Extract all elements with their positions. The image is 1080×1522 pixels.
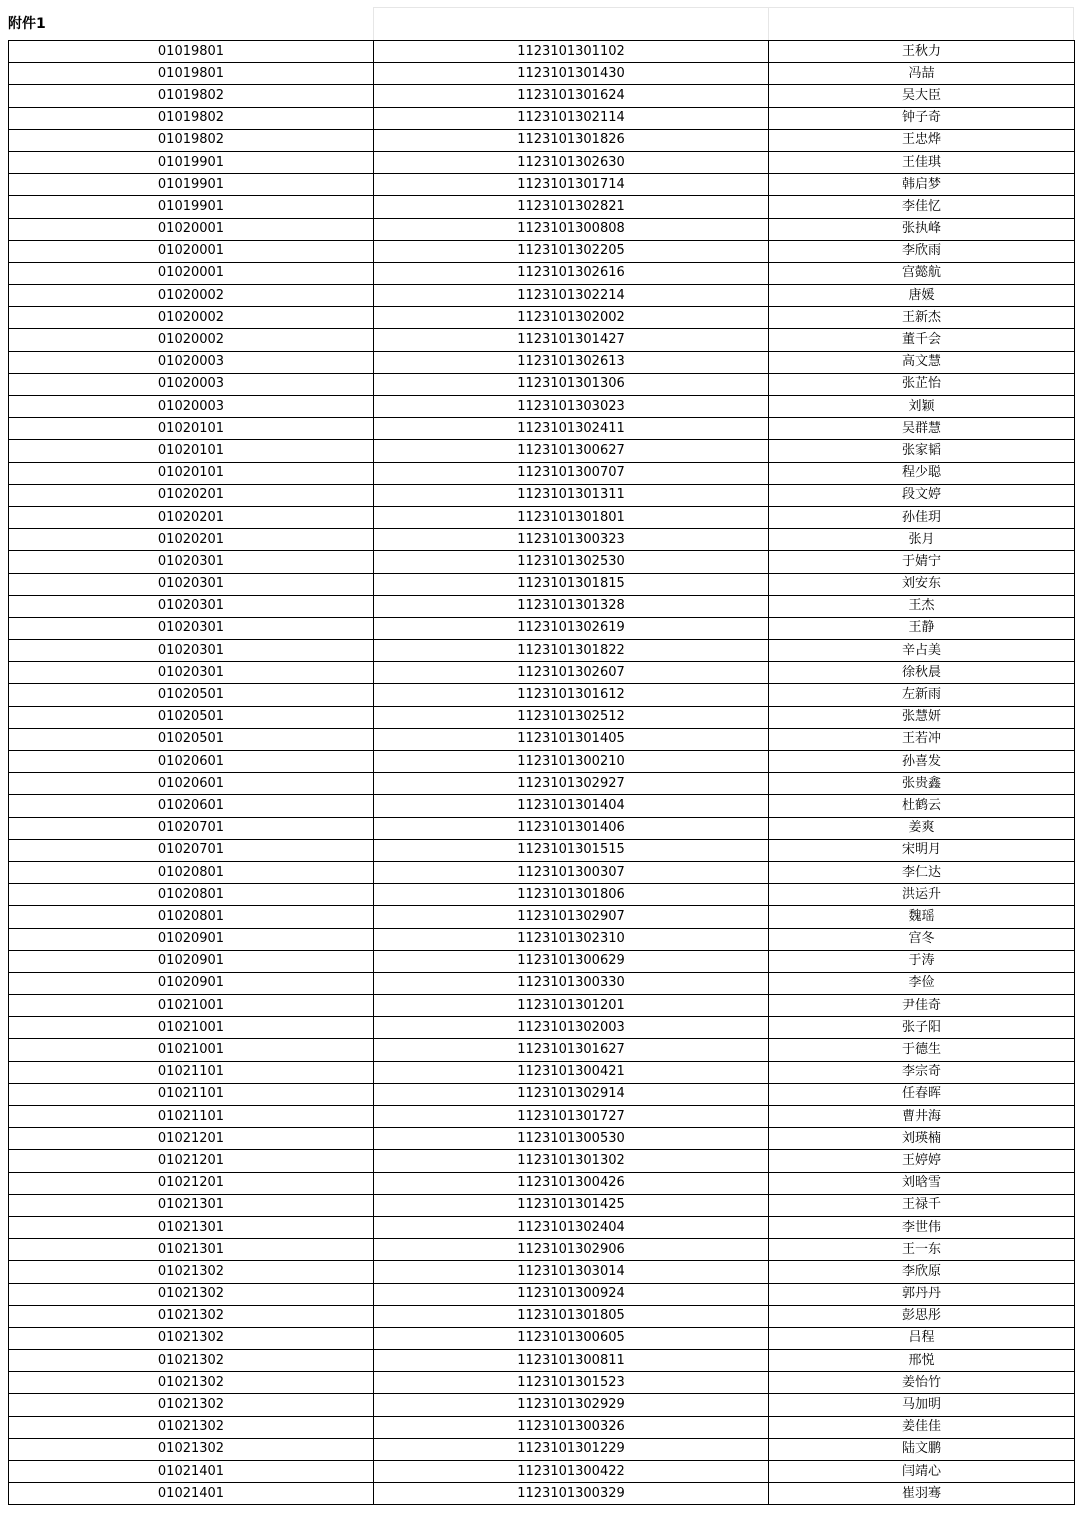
candidate-name-cell: 孙佳玥 — [769, 506, 1075, 528]
table-row — [9, 262, 1075, 284]
candidate-name-cell: 吴群慧 — [769, 418, 1075, 440]
position-code-cell: 01020701 — [9, 817, 374, 839]
exam-number-cell: 1123101302114 — [374, 107, 769, 129]
exam-number-cell: 1123101302906 — [374, 1239, 769, 1261]
exam-number-cell: 1123101301815 — [374, 573, 769, 595]
position-code-cell: 01019801 — [9, 63, 374, 85]
table-row — [9, 218, 1075, 240]
candidate-name-cell: 刘瑛楠 — [769, 1128, 1075, 1150]
position-code-cell: 01020301 — [9, 573, 374, 595]
table-row — [9, 1083, 1075, 1105]
exam-number-cell: 1123101302613 — [374, 351, 769, 373]
position-code-cell: 01020001 — [9, 240, 374, 262]
position-code-cell: 01021302 — [9, 1305, 374, 1327]
position-code-cell: 01020801 — [9, 861, 374, 883]
position-code-cell: 01020601 — [9, 751, 374, 773]
position-code-cell: 01020301 — [9, 662, 374, 684]
position-code-cell: 01019901 — [9, 196, 374, 218]
candidate-name-cell: 段文婷 — [769, 484, 1075, 506]
exam-number-cell: 1123101301430 — [374, 63, 769, 85]
candidate-name-cell: 王新杰 — [769, 307, 1075, 329]
exam-number-cell: 1123101301624 — [374, 85, 769, 107]
table-row — [9, 1106, 1075, 1128]
table-row — [9, 1438, 1075, 1460]
exam-number-cell: 1123101300307 — [374, 861, 769, 883]
candidate-name-cell: 辛占美 — [769, 640, 1075, 662]
exam-number-cell: 1123101300326 — [374, 1416, 769, 1438]
table-row — [9, 617, 1075, 639]
table-row — [9, 795, 1075, 817]
candidate-name-cell: 于涛 — [769, 950, 1075, 972]
position-code-cell: 01019802 — [9, 129, 374, 151]
table-row — [9, 351, 1075, 373]
candidate-name-cell: 张慧妍 — [769, 706, 1075, 728]
exam-number-cell: 1123101300627 — [374, 440, 769, 462]
candidate-name-cell: 李仁达 — [769, 861, 1075, 883]
position-code-cell: 01020201 — [9, 529, 374, 551]
position-code-cell: 01020201 — [9, 484, 374, 506]
position-code-cell: 01019901 — [9, 174, 374, 196]
candidate-name-cell: 王一东 — [769, 1239, 1075, 1261]
candidate-name-cell: 杜鹤云 — [769, 795, 1075, 817]
table-row — [9, 418, 1075, 440]
candidate-name-cell: 刘安东 — [769, 573, 1075, 595]
table-row — [9, 63, 1075, 85]
table-row — [9, 884, 1075, 906]
table-row — [9, 1239, 1075, 1261]
table-row — [9, 1128, 1075, 1150]
table-row — [9, 551, 1075, 573]
exam-number-cell: 1123101301801 — [374, 506, 769, 528]
candidate-name-cell: 李欣雨 — [769, 240, 1075, 262]
exam-number-cell: 1123101301627 — [374, 1039, 769, 1061]
candidate-name-cell: 王忠烨 — [769, 129, 1075, 151]
table-row — [9, 906, 1075, 928]
exam-number-cell: 1123101301425 — [374, 1194, 769, 1216]
grid-line — [1073, 7, 1074, 40]
table-row — [9, 595, 1075, 617]
candidate-name-cell: 王秋力 — [769, 41, 1075, 63]
table-row — [9, 529, 1075, 551]
exam-number-cell: 1123101303014 — [374, 1261, 769, 1283]
position-code-cell: 01020801 — [9, 906, 374, 928]
grid-line — [373, 7, 1074, 8]
exam-number-cell: 1123101302002 — [374, 307, 769, 329]
exam-number-cell: 1123101302607 — [374, 662, 769, 684]
table-row — [9, 1283, 1075, 1305]
exam-number-cell: 1123101301727 — [374, 1106, 769, 1128]
exam-number-cell: 1123101301404 — [374, 795, 769, 817]
candidate-name-cell: 韩启梦 — [769, 174, 1075, 196]
exam-number-cell: 1123101301714 — [374, 174, 769, 196]
candidate-name-cell: 张执峰 — [769, 218, 1075, 240]
exam-number-cell: 1123101302310 — [374, 928, 769, 950]
candidate-name-cell: 孙喜发 — [769, 751, 1075, 773]
candidate-name-cell: 唐媛 — [769, 285, 1075, 307]
candidate-name-cell: 李世伟 — [769, 1216, 1075, 1238]
exam-number-cell: 1123101300330 — [374, 972, 769, 994]
exam-number-cell: 1123101301523 — [374, 1372, 769, 1394]
table-row — [9, 1483, 1075, 1505]
position-code-cell: 01020002 — [9, 285, 374, 307]
title-row — [8, 7, 1074, 40]
candidate-name-cell: 彭思彤 — [769, 1305, 1075, 1327]
candidate-name-cell: 吕程 — [769, 1327, 1075, 1349]
candidate-name-cell: 王若冲 — [769, 728, 1075, 750]
table-row — [9, 1017, 1075, 1039]
exam-number-cell: 1123101302214 — [374, 285, 769, 307]
position-code-cell: 01021101 — [9, 1106, 374, 1128]
position-code-cell: 01020002 — [9, 307, 374, 329]
exam-number-cell: 1123101300924 — [374, 1283, 769, 1305]
position-code-cell: 01021301 — [9, 1194, 374, 1216]
exam-number-cell: 1123101301826 — [374, 129, 769, 151]
candidate-name-cell: 张月 — [769, 529, 1075, 551]
position-code-cell: 01020901 — [9, 972, 374, 994]
position-code-cell: 01020301 — [9, 595, 374, 617]
candidate-name-cell: 姜怡竹 — [769, 1372, 1075, 1394]
table-row — [9, 41, 1075, 63]
exam-number-cell: 1123101302205 — [374, 240, 769, 262]
position-code-cell: 01021302 — [9, 1327, 374, 1349]
position-code-cell: 01021401 — [9, 1483, 374, 1505]
position-code-cell: 01019901 — [9, 151, 374, 173]
candidate-name-cell: 于德生 — [769, 1039, 1075, 1061]
candidate-name-cell: 张芷怡 — [769, 373, 1075, 395]
position-code-cell: 01021001 — [9, 1039, 374, 1061]
table-row — [9, 373, 1075, 395]
candidate-name-cell: 李佳忆 — [769, 196, 1075, 218]
table-row — [9, 196, 1075, 218]
table-row — [9, 972, 1075, 994]
exam-number-cell: 1123101302616 — [374, 262, 769, 284]
exam-number-cell: 1123101302907 — [374, 906, 769, 928]
candidate-name-cell: 尹佳奇 — [769, 995, 1075, 1017]
position-code-cell: 01020002 — [9, 329, 374, 351]
position-code-cell: 01021201 — [9, 1128, 374, 1150]
table-row — [9, 285, 1075, 307]
exam-number-cell: 1123101301822 — [374, 640, 769, 662]
grid-line — [373, 7, 374, 40]
table-row — [9, 684, 1075, 706]
table-row — [9, 1216, 1075, 1238]
position-code-cell: 01020001 — [9, 218, 374, 240]
position-code-cell: 01020101 — [9, 440, 374, 462]
candidate-name-cell: 崔羽骞 — [769, 1483, 1075, 1505]
position-code-cell: 01020501 — [9, 684, 374, 706]
table-row — [9, 484, 1075, 506]
exam-number-cell: 1123101301806 — [374, 884, 769, 906]
exam-number-cell: 1123101300426 — [374, 1172, 769, 1194]
candidate-name-cell: 张家韬 — [769, 440, 1075, 462]
candidate-name-cell: 魏瑶 — [769, 906, 1075, 928]
table-row — [9, 1416, 1075, 1438]
exam-number-cell: 1123101301201 — [374, 995, 769, 1017]
candidate-name-cell: 吴大臣 — [769, 85, 1075, 107]
position-code-cell: 01020101 — [9, 462, 374, 484]
exam-number-cell: 1123101300811 — [374, 1350, 769, 1372]
position-code-cell: 01019801 — [9, 41, 374, 63]
candidate-name-cell: 宫冬 — [769, 928, 1075, 950]
position-code-cell: 01020201 — [9, 506, 374, 528]
exam-number-cell: 1123101301427 — [374, 329, 769, 351]
exam-number-cell: 1123101300530 — [374, 1128, 769, 1150]
position-code-cell: 01021001 — [9, 1017, 374, 1039]
table-row — [9, 861, 1075, 883]
exam-number-cell: 1123101300629 — [374, 950, 769, 972]
position-code-cell: 01021201 — [9, 1172, 374, 1194]
exam-number-cell: 1123101302929 — [374, 1394, 769, 1416]
position-code-cell: 01021302 — [9, 1283, 374, 1305]
table-row — [9, 240, 1075, 262]
position-code-cell: 01020901 — [9, 928, 374, 950]
table-row — [9, 1461, 1075, 1483]
table-row — [9, 1172, 1075, 1194]
exam-number-cell: 1123101300210 — [374, 751, 769, 773]
candidate-name-cell: 宋明月 — [769, 839, 1075, 861]
table-row — [9, 728, 1075, 750]
exam-number-cell: 1123101302914 — [374, 1083, 769, 1105]
position-code-cell: 01020003 — [9, 373, 374, 395]
candidate-name-cell: 宫懿航 — [769, 262, 1075, 284]
position-code-cell: 01020001 — [9, 262, 374, 284]
exam-number-cell: 1123101301311 — [374, 484, 769, 506]
table-row — [9, 440, 1075, 462]
candidate-name-cell: 王佳琪 — [769, 151, 1075, 173]
table-row — [9, 1394, 1075, 1416]
exam-number-cell: 1123101301302 — [374, 1150, 769, 1172]
exam-number-cell: 1123101301405 — [374, 728, 769, 750]
table-row — [9, 1261, 1075, 1283]
table-row — [9, 462, 1075, 484]
table-row — [9, 307, 1075, 329]
exam-number-cell: 1123101300329 — [374, 1483, 769, 1505]
table-row — [9, 839, 1075, 861]
position-code-cell: 01020003 — [9, 351, 374, 373]
exam-number-cell: 1123101301328 — [374, 595, 769, 617]
table-row — [9, 1039, 1075, 1061]
candidate-name-cell: 郭丹丹 — [769, 1283, 1075, 1305]
table-row — [9, 1061, 1075, 1083]
candidate-name-cell: 于婧宁 — [769, 551, 1075, 573]
position-code-cell: 01020501 — [9, 706, 374, 728]
position-code-cell: 01020901 — [9, 950, 374, 972]
candidate-name-cell: 任春晖 — [769, 1083, 1075, 1105]
table-row — [9, 1350, 1075, 1372]
table-row — [9, 1150, 1075, 1172]
table-row — [9, 506, 1075, 528]
candidate-name-cell: 李俭 — [769, 972, 1075, 994]
table-row — [9, 773, 1075, 795]
table-row — [9, 950, 1075, 972]
position-code-cell: 01021302 — [9, 1350, 374, 1372]
position-code-cell: 01021301 — [9, 1239, 374, 1261]
candidate-name-cell: 冯喆 — [769, 63, 1075, 85]
attachment-title: 附件1 — [8, 16, 46, 32]
exam-number-cell: 1123101302404 — [374, 1216, 769, 1238]
position-code-cell: 01021302 — [9, 1372, 374, 1394]
exam-number-cell: 1123101301102 — [374, 41, 769, 63]
exam-number-cell: 1123101301406 — [374, 817, 769, 839]
exam-number-cell: 1123101302619 — [374, 617, 769, 639]
position-code-cell: 01021302 — [9, 1416, 374, 1438]
roster-table-body — [9, 41, 1075, 1505]
table-row — [9, 751, 1075, 773]
table-row — [9, 85, 1075, 107]
table-row — [9, 396, 1075, 418]
candidate-name-cell: 曹井海 — [769, 1106, 1075, 1128]
candidate-name-cell: 王静 — [769, 617, 1075, 639]
exam-number-cell: 1123101303023 — [374, 396, 769, 418]
table-row — [9, 1327, 1075, 1349]
candidate-name-cell: 马加明 — [769, 1394, 1075, 1416]
candidate-name-cell: 王婷婷 — [769, 1150, 1075, 1172]
table-row — [9, 151, 1075, 173]
table-row — [9, 662, 1075, 684]
exam-number-cell: 1123101300421 — [374, 1061, 769, 1083]
exam-number-cell: 1123101301229 — [374, 1438, 769, 1460]
exam-number-cell: 1123101302003 — [374, 1017, 769, 1039]
candidate-name-cell: 董千会 — [769, 329, 1075, 351]
exam-number-cell: 1123101301612 — [374, 684, 769, 706]
exam-number-cell: 1123101300605 — [374, 1327, 769, 1349]
table-row — [9, 573, 1075, 595]
candidate-name-cell: 王禄千 — [769, 1194, 1075, 1216]
position-code-cell: 01021302 — [9, 1394, 374, 1416]
position-code-cell: 01020701 — [9, 839, 374, 861]
candidate-name-cell: 钟子奇 — [769, 107, 1075, 129]
position-code-cell: 01020301 — [9, 617, 374, 639]
candidate-name-cell: 徐秋晨 — [769, 662, 1075, 684]
exam-number-cell: 1123101300422 — [374, 1461, 769, 1483]
position-code-cell: 01020801 — [9, 884, 374, 906]
candidate-name-cell: 王杰 — [769, 595, 1075, 617]
exam-number-cell: 1123101302821 — [374, 196, 769, 218]
position-code-cell: 01021301 — [9, 1216, 374, 1238]
position-code-cell: 01021101 — [9, 1083, 374, 1105]
candidate-name-cell: 程少聪 — [769, 462, 1075, 484]
candidate-name-cell: 刘晗雪 — [769, 1172, 1075, 1194]
table-row — [9, 1194, 1075, 1216]
table-row — [9, 1305, 1075, 1327]
position-code-cell: 01021302 — [9, 1261, 374, 1283]
candidate-name-cell: 姜爽 — [769, 817, 1075, 839]
candidate-name-cell: 张子阳 — [769, 1017, 1075, 1039]
position-code-cell: 01020301 — [9, 551, 374, 573]
position-code-cell: 01021401 — [9, 1461, 374, 1483]
table-row — [9, 928, 1075, 950]
position-code-cell: 01019802 — [9, 107, 374, 129]
position-code-cell: 01019802 — [9, 85, 374, 107]
exam-number-cell: 1123101302530 — [374, 551, 769, 573]
position-code-cell: 01020301 — [9, 640, 374, 662]
exam-number-cell: 1123101301306 — [374, 373, 769, 395]
exam-number-cell: 1123101302411 — [374, 418, 769, 440]
exam-number-cell: 1123101300707 — [374, 462, 769, 484]
candidate-name-cell: 闫靖心 — [769, 1461, 1075, 1483]
exam-number-cell: 1123101300808 — [374, 218, 769, 240]
candidate-name-cell: 陆文鹏 — [769, 1438, 1075, 1460]
exam-number-cell: 1123101302512 — [374, 706, 769, 728]
candidate-name-cell: 高文慧 — [769, 351, 1075, 373]
position-code-cell: 01020101 — [9, 418, 374, 440]
table-row — [9, 1372, 1075, 1394]
exam-number-cell: 1123101300323 — [374, 529, 769, 551]
exam-number-cell: 1123101302927 — [374, 773, 769, 795]
candidate-name-cell: 刘颖 — [769, 396, 1075, 418]
table-row — [9, 640, 1075, 662]
roster-table — [8, 40, 1075, 1505]
candidate-name-cell: 姜佳佳 — [769, 1416, 1075, 1438]
table-row — [9, 817, 1075, 839]
table-row — [9, 129, 1075, 151]
exam-number-cell: 1123101302630 — [374, 151, 769, 173]
candidate-name-cell: 张贵鑫 — [769, 773, 1075, 795]
candidate-name-cell: 洪运升 — [769, 884, 1075, 906]
grid-line — [768, 7, 769, 40]
table-row — [9, 706, 1075, 728]
exam-number-cell: 1123101301515 — [374, 839, 769, 861]
position-code-cell: 01021001 — [9, 995, 374, 1017]
position-code-cell: 01021201 — [9, 1150, 374, 1172]
table-row — [9, 329, 1075, 351]
position-code-cell: 01021302 — [9, 1438, 374, 1460]
table-row — [9, 995, 1075, 1017]
candidate-name-cell: 李宗奇 — [769, 1061, 1075, 1083]
table-row — [9, 107, 1075, 129]
candidate-name-cell: 李欣原 — [769, 1261, 1075, 1283]
position-code-cell: 01020003 — [9, 396, 374, 418]
position-code-cell: 01020601 — [9, 795, 374, 817]
table-row — [9, 174, 1075, 196]
exam-number-cell: 1123101301805 — [374, 1305, 769, 1327]
position-code-cell: 01020601 — [9, 773, 374, 795]
position-code-cell: 01020501 — [9, 728, 374, 750]
position-code-cell: 01021101 — [9, 1061, 374, 1083]
candidate-name-cell: 左新雨 — [769, 684, 1075, 706]
candidate-name-cell: 邢悦 — [769, 1350, 1075, 1372]
